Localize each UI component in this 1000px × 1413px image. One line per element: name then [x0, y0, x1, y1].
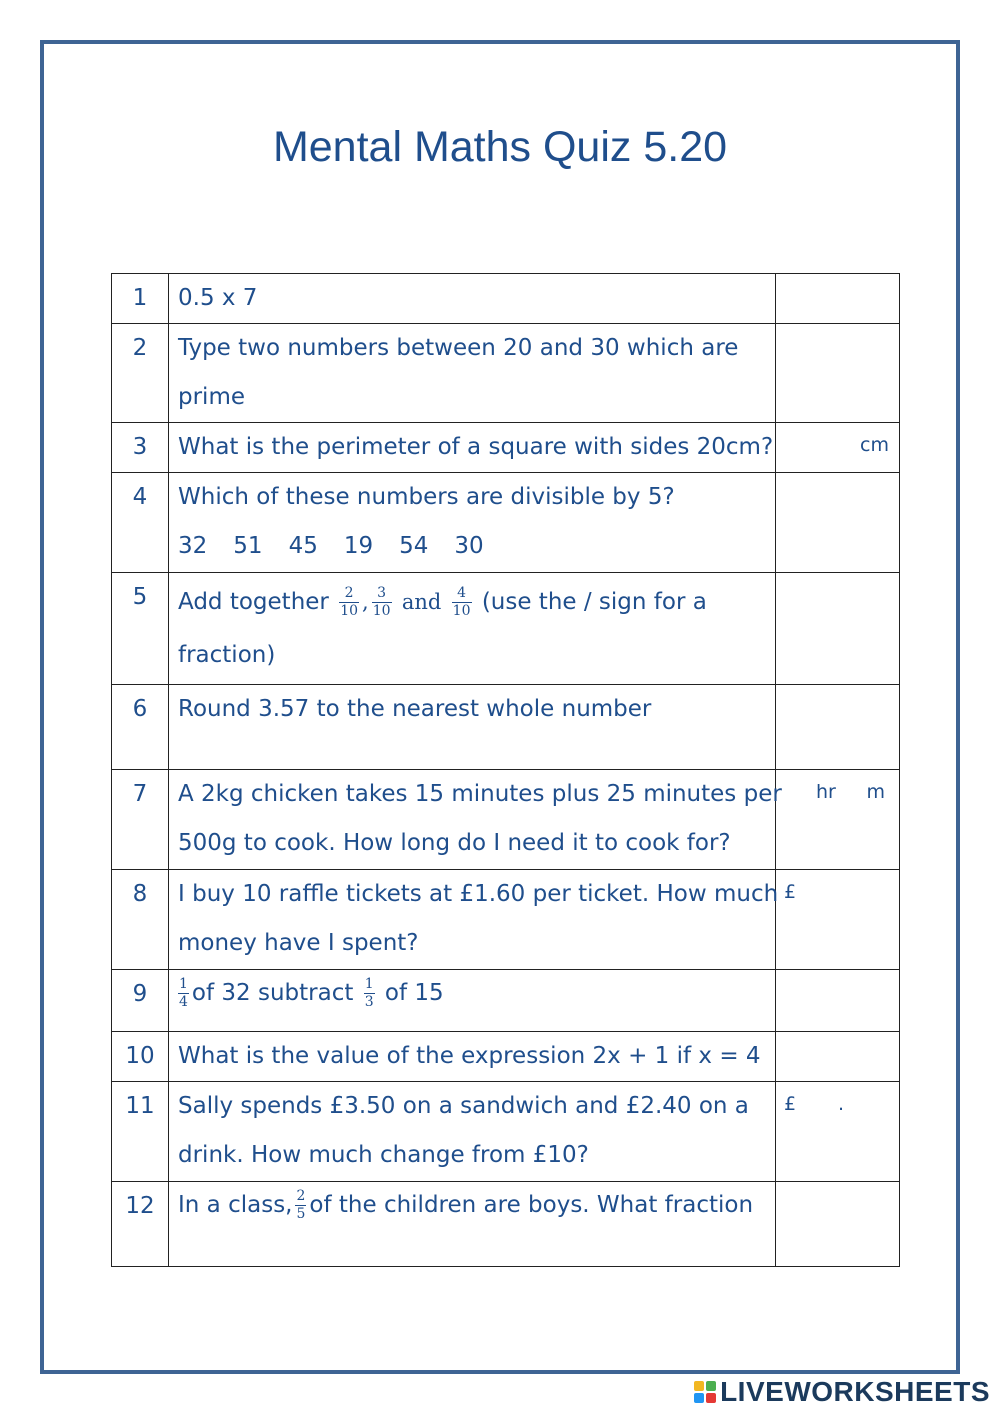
question-number: 5 — [112, 573, 169, 685]
question-number: 7 — [112, 770, 169, 870]
question-number: 6 — [112, 685, 169, 770]
answer-input[interactable] — [776, 473, 900, 573]
question-text: Type two numbers between 20 and 30 which are prime — [169, 324, 776, 423]
question-text: A 2kg chicken takes 15 minutes plus 25 minutes per 500g to cook. How long do I need it to cook for? — [169, 770, 776, 870]
question-text: Sally spends £3.50 on a sandwich and £2.40 on a drink. How much change from £10? — [169, 1082, 776, 1182]
question-number: 3 — [112, 423, 169, 473]
fraction: $\frac{2}{10}$ — [340, 585, 359, 619]
fraction: $\frac{2}{5}$ — [296, 1188, 306, 1222]
fraction: $\frac{3}{10}$ — [372, 585, 391, 619]
question-number: 9 — [112, 970, 169, 1032]
answer-input[interactable] — [776, 685, 900, 770]
table-row — [112, 274, 900, 324]
answer-input[interactable] — [776, 1182, 900, 1267]
table-row — [112, 324, 900, 423]
table-row — [112, 1182, 900, 1267]
question-number: 11 — [112, 1082, 169, 1182]
fraction: $\frac{1}{4}$ — [179, 976, 188, 1010]
table-row — [112, 473, 900, 573]
answer-input[interactable] — [776, 573, 900, 685]
question-text: I buy 10 raffle tickets at £1.60 per ticket. How much money have I spent? — [169, 870, 776, 970]
answer-input[interactable] — [776, 1032, 900, 1082]
answer-input[interactable] — [776, 970, 900, 1032]
question-number: 12 — [112, 1182, 169, 1267]
question-text: 0.5 x 7 — [169, 274, 776, 324]
question-text: In a class, $\frac{2}{5}$ of the children are boys. What fraction — [169, 1182, 776, 1267]
question-text: $\frac{1}{4}$ of 32 subtract $\frac{1}{3}$ of 15 — [169, 970, 776, 1032]
table-row — [112, 770, 900, 870]
table-row — [112, 1082, 900, 1182]
fraction: $\frac{4}{10}$ — [452, 585, 471, 619]
answer-input[interactable] — [776, 274, 900, 324]
question-number: 2 — [112, 324, 169, 423]
question-text: What is the value of the expression 2x + 1 if x = 4 — [169, 1032, 776, 1082]
question-number: 8 — [112, 870, 169, 970]
answer-input[interactable] — [776, 423, 900, 473]
table-row — [112, 870, 900, 970]
question-text: What is the perimeter of a square with sides 20cm? — [169, 423, 776, 473]
question-text: Round 3.57 to the nearest whole number — [169, 685, 776, 770]
fraction: $\frac{1}{3}$ — [364, 976, 374, 1010]
answer-input[interactable] — [776, 870, 900, 970]
currency-label: £ — [784, 1093, 797, 1115]
table-row — [112, 685, 900, 770]
currency-label: £ — [784, 881, 797, 903]
table-row — [112, 423, 900, 473]
question-number: 10 — [112, 1032, 169, 1082]
brand-logo — [694, 1375, 990, 1409]
answer-input[interactable] — [776, 324, 900, 423]
table-row — [112, 573, 900, 685]
question-number: 1 — [112, 274, 169, 324]
quiz-table — [111, 273, 900, 1267]
decimal-point: . — [838, 1093, 845, 1115]
brand-name: LIVEWORKSHEETS — [720, 1376, 990, 1407]
number-list: 32 51 45 19 54 30 — [178, 533, 484, 559]
table-row — [112, 970, 900, 1032]
unit-label-minutes: m — [866, 781, 885, 803]
unit-label-hours: hr — [816, 781, 836, 803]
liveworksheets-logo-icon — [694, 1381, 716, 1403]
answer-input[interactable] — [776, 1082, 900, 1182]
question-text: Which of these numbers are divisible by 5? 32 51 45 19 54 30 — [169, 473, 776, 573]
question-number: 4 — [112, 473, 169, 573]
page-title: Mental Maths Quiz 5.20 — [272, 123, 728, 171]
unit-label: cm — [860, 434, 889, 456]
answer-input[interactable] — [776, 770, 900, 870]
question-text: Add together $\frac{2}{10}$ , $\frac{3}{10}$ and $\frac{4}{10}$ (use the / sign for a fraction) — [169, 573, 776, 685]
table-row — [112, 1032, 900, 1082]
